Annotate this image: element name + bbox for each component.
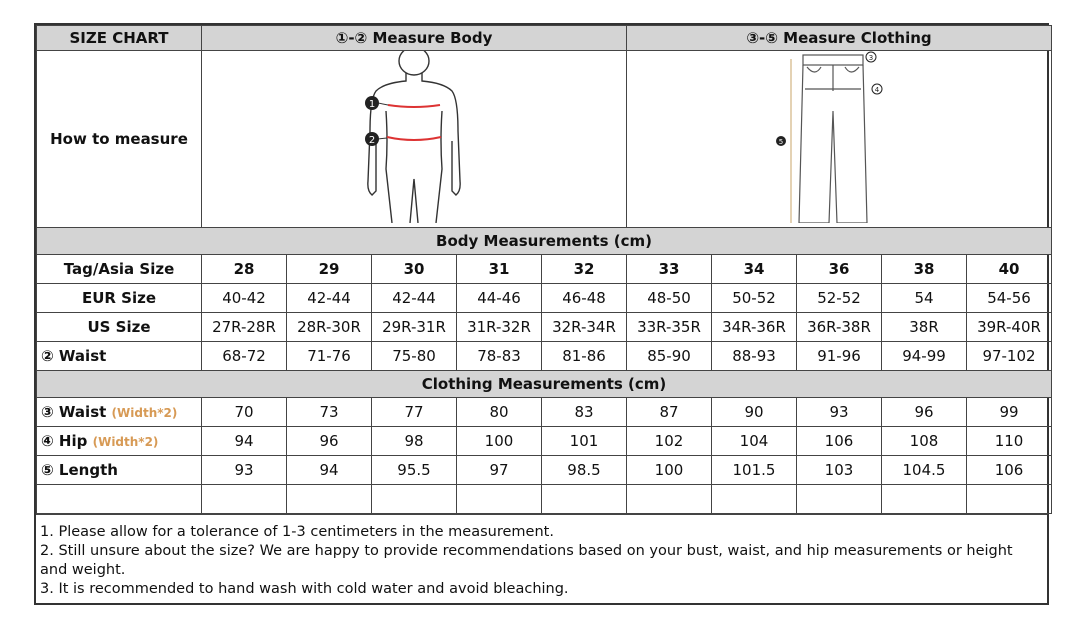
cell: 42-44: [372, 284, 457, 313]
cell: 99: [967, 398, 1052, 427]
header-row: [37, 26, 1052, 51]
cell: 102: [627, 427, 712, 456]
empty-cell: [372, 485, 457, 514]
cell: 71-76: [287, 342, 372, 371]
note-3: 3. It is recommended to hand wash with cold water and avoid bleaching.: [40, 581, 569, 597]
body-figure-icon: [314, 51, 514, 223]
cell: 98.5: [542, 456, 627, 485]
cell: 28R-30R: [287, 313, 372, 342]
cell: 34: [712, 255, 797, 284]
cell: 88-93: [712, 342, 797, 371]
measure-clothing-header: ③-⑤ Measure Clothing: [627, 26, 1052, 51]
size-table: [36, 25, 1052, 514]
cell: 75-80: [372, 342, 457, 371]
marker-4: 4: [874, 86, 880, 94]
cell: 98: [372, 427, 457, 456]
cell: 97: [457, 456, 542, 485]
marker-2: 2: [368, 135, 376, 146]
cell: 32: [542, 255, 627, 284]
empty-cell: [457, 485, 542, 514]
body-measurements-section: [37, 228, 1052, 255]
cell: 110: [967, 427, 1052, 456]
cell: 40: [967, 255, 1052, 284]
cell: 34R-36R: [712, 313, 797, 342]
how-to-measure-label: How to measure: [37, 51, 202, 228]
cell: 94: [202, 427, 287, 456]
cell: 52-52: [797, 284, 882, 313]
cell: 94: [287, 456, 372, 485]
table-row-length: [37, 456, 1052, 485]
pants-figure-icon: [759, 51, 919, 223]
cell: 31R-32R: [457, 313, 542, 342]
row-label-text: ④ Hip: [41, 432, 88, 450]
cell: 70: [202, 398, 287, 427]
cell: 83: [542, 398, 627, 427]
row-label: [37, 398, 202, 427]
empty-cell: [287, 485, 372, 514]
note-2: 2. Still unsure about the size? We are happy to provide recommendations based on your bust, waist, and hip measurements or height and weight.: [40, 543, 1013, 578]
cell: 36R-38R: [797, 313, 882, 342]
marker-5: 5: [778, 138, 784, 146]
cell: 90: [712, 398, 797, 427]
cell: 29R-31R: [372, 313, 457, 342]
cell: 85-90: [627, 342, 712, 371]
cell: 93: [202, 456, 287, 485]
cell: 103: [797, 456, 882, 485]
notes: [36, 514, 1047, 603]
size-chart-title: SIZE CHART: [37, 26, 202, 51]
cell: 96: [882, 398, 967, 427]
cell: 73: [287, 398, 372, 427]
cell: 46-48: [542, 284, 627, 313]
cell: 108: [882, 427, 967, 456]
clothing-measurements-section: [37, 371, 1052, 398]
marker-3: 3: [868, 54, 874, 62]
marker-1: 1: [368, 99, 376, 110]
cell: 80: [457, 398, 542, 427]
cell: 93: [797, 398, 882, 427]
cell: 104: [712, 427, 797, 456]
row-label: Tag/Asia Size: [37, 255, 202, 284]
cell: 101.5: [712, 456, 797, 485]
row-label: ② Waist: [37, 342, 202, 371]
table-row-tag: [37, 255, 1052, 284]
cell: 44-46: [457, 284, 542, 313]
cell: 96: [287, 427, 372, 456]
row-label: ⑤ Length: [37, 456, 202, 485]
cell: 38R: [882, 313, 967, 342]
cell: 91-96: [797, 342, 882, 371]
cell: 87: [627, 398, 712, 427]
clothing-measurements-title: Clothing Measurements (cm): [37, 371, 1052, 398]
row-label: US Size: [37, 313, 202, 342]
cell: 42-44: [287, 284, 372, 313]
how-to-measure-row: [37, 51, 1052, 228]
cell: 106: [967, 456, 1052, 485]
cell: 101: [542, 427, 627, 456]
cell: 39R-40R: [967, 313, 1052, 342]
body-figure-cell: [202, 51, 627, 228]
cell: 100: [627, 456, 712, 485]
row-label: EUR Size: [37, 284, 202, 313]
cell: 54: [882, 284, 967, 313]
cell: 68-72: [202, 342, 287, 371]
row-label-sub: (Width*2): [111, 406, 178, 420]
row-label: [37, 427, 202, 456]
table-row-us: [37, 313, 1052, 342]
empty-cell: [967, 485, 1052, 514]
row-label-sub: (Width*2): [92, 435, 159, 449]
cell: 106: [797, 427, 882, 456]
empty-cell: [627, 485, 712, 514]
empty-cell: [882, 485, 967, 514]
pants-figure-cell: [627, 51, 1052, 228]
cell: 77: [372, 398, 457, 427]
cell: 94-99: [882, 342, 967, 371]
cell: 33R-35R: [627, 313, 712, 342]
cell: 32R-34R: [542, 313, 627, 342]
cell: 78-83: [457, 342, 542, 371]
cell: 104.5: [882, 456, 967, 485]
cell: 40-42: [202, 284, 287, 313]
measure-body-header: ①-② Measure Body: [202, 26, 627, 51]
cell: 27R-28R: [202, 313, 287, 342]
cell: 97-102: [967, 342, 1052, 371]
empty-cell: [797, 485, 882, 514]
empty-cell: [712, 485, 797, 514]
table-row-cloth-waist: [37, 398, 1052, 427]
empty-cell: [37, 485, 202, 514]
table-row-hip: [37, 427, 1052, 456]
table-row-empty: [37, 485, 1052, 514]
cell: 54-56: [967, 284, 1052, 313]
table-row-body-waist: [37, 342, 1052, 371]
empty-cell: [202, 485, 287, 514]
cell: 38: [882, 255, 967, 284]
cell: 33: [627, 255, 712, 284]
table-row-eur: [37, 284, 1052, 313]
cell: 100: [457, 427, 542, 456]
cell: 30: [372, 255, 457, 284]
size-chart: [34, 23, 1049, 605]
cell: 95.5: [372, 456, 457, 485]
note-1: 1. Please allow for a tolerance of 1-3 centimeters in the measurement.: [40, 524, 554, 540]
empty-cell: [542, 485, 627, 514]
cell: 36: [797, 255, 882, 284]
cell: 48-50: [627, 284, 712, 313]
cell: 50-52: [712, 284, 797, 313]
body-measurements-title: Body Measurements (cm): [37, 228, 1052, 255]
cell: 81-86: [542, 342, 627, 371]
cell: 28: [202, 255, 287, 284]
cell: 29: [287, 255, 372, 284]
cell: 31: [457, 255, 542, 284]
row-label-text: ③ Waist: [41, 403, 107, 421]
